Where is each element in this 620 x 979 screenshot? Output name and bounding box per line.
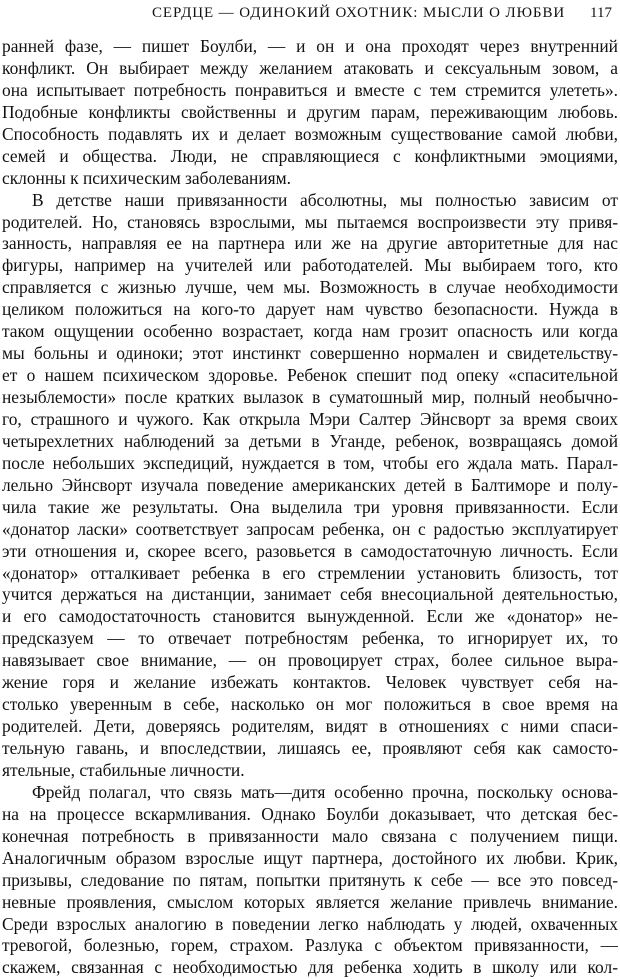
text-line: лельно Эйнсворт изучала поведение американских детей в Балтиморе и полу- [2,474,618,495]
paragraph [2,190,618,782]
text-line: эти отношения и, скорее всего, разовьется в самодостаточную личность. Если [2,540,618,561]
text-line: «донатор ласки» соответствует запросам ребенка, он с радостью эксплуатирует [2,518,618,539]
text-line: конечная потребность в привязанности мало связана с получением пищи. [2,825,618,846]
text-line: Аналогичным образом взрослые ищут партнера, достойного их любви. Крик, [2,847,618,868]
text-line: тельную гавань, и впоследствии, лишаясь ее, проявляют себя как самосто- [2,738,618,758]
text-line: таком ощущении особенно возрастает, когда нам грозит опасность или когда [2,321,618,342]
text-line: фигуры, например на учителей или работодателей. Мы выбираем того, кто [2,255,618,276]
text-line: незыблемости» после кратких вылазок в суматошный мир, полный необычно- [2,387,618,407]
text-line: конфликт. Он выбирает между желанием атаковать и сексуальным зовом, а [2,57,618,78]
text-line: скажем, связанная с необходимостью для ребенка ходить в школу или кол- [2,957,618,978]
text-line: навязывает свое внимание, — он провоцирует страх, более сильное выра- [2,650,618,671]
text-line: столько уверенным в себе, насколько он мог положиться в свое время на [2,694,618,715]
text-line: ранней фазе, — пишет Боулби, — и он и она проходят через внутренний [2,36,618,56]
text-line: В детстве наши привязанности абсолютны, мы полностью зависим от [32,189,618,210]
text-line: невные проявления, смыслом которых является желание привлечь внимание. [2,891,618,912]
text-line: ет о нашем психическом здоровье. Ребенок спешит под опеку «спасительной [2,365,618,386]
text-line: ятельные, стабильные личности. [2,759,245,780]
text-line: Фрейд полагал, что связь мать—дитя особенно прочна, поскольку основа- [32,781,618,802]
paragraph [2,36,618,190]
text-line: четырехлетних наблюдений за детьми в Уганде, ребенок, возвращаясь домой [2,430,618,451]
text-line: чила такие же результаты. Она выделила три уровня привязанности. Если [2,496,618,517]
text-line: занность, направляя ее на партнера или же на другие авторитетные для нас [2,233,618,254]
text-line: и его самодостаточность становится вынужденной. Если же «донатор» не- [2,606,618,627]
text-line: Способность подавлять их и делает возможным существование самой любви, [2,123,618,144]
text-line: мы больны и одиноки; этот инстинкт совершенно нормален и свидетельству- [2,343,618,364]
text-line: Среди взрослых аналогию в поведении легко наблюдать у людей, охваченных [2,913,618,934]
running-head [0,2,620,28]
paragraph [2,782,618,979]
page-number: 117 [590,5,612,21]
text-line: призывы, следование по пятам, попытки притянуть к себе — все это повсед- [2,869,618,890]
text-line: родителей. Но, становясь взрослыми, мы пытаемся воспроизвести эту привя- [2,211,618,232]
text-line: тревогой, болезнью, горем, страхом. Разлука с объектом привязанности, — [2,935,618,956]
text-line: го, страшного и чужого. Как открыла Мэри Салтер Эйнсворт за время своих [2,408,618,429]
text-line: учится держаться на дистанции, занимает себя внесоциальной деятельностью, [2,584,618,605]
text-line: справляется с жизнью лучше, чем мы. Возможность в случае необходимости [2,277,618,298]
text-line: склонны к психическим заболеваниям. [2,167,292,188]
text-line: целиком положиться на кого-то дарует нам чувство безопасности. Нужда в [2,299,618,320]
text-line: Подобные конфликты свойственны и другим парам, переживающим любовь. [2,101,618,122]
text-line: на на процессе вскармливания. Однако Боулби доказывает, что детская бес- [2,803,618,824]
text-line: она испытывает потребность понравиться и вместе с тем стремится улететь». [2,79,618,100]
text-line: «донатор» отталкивает ребенка в его стремлении установить близость, тот [2,562,618,583]
text-line: предсказуем — то отвечает потребностям ребенка, то игнорирует их, то [2,628,618,649]
text-line: жение горя и желание избежать контактов. Человек чувствует себя на- [2,672,618,693]
text-line: родителей. Дети, доверяясь родителям, видят в отношениях с ними спаси- [2,716,618,737]
running-title: СЕРДЦЕ — ОДИНОКИЙ ОХОТНИК: МЫСЛИ О ЛЮБВИ [152,5,566,21]
text-line: семей и общества. Люди, не справляющиеся с конфликтными эмоциями, [2,145,618,166]
text-line: после небольших экспедиций, нуждается в том, чтобы его ждала мать. Парал- [2,452,618,473]
body-text [2,36,618,979]
